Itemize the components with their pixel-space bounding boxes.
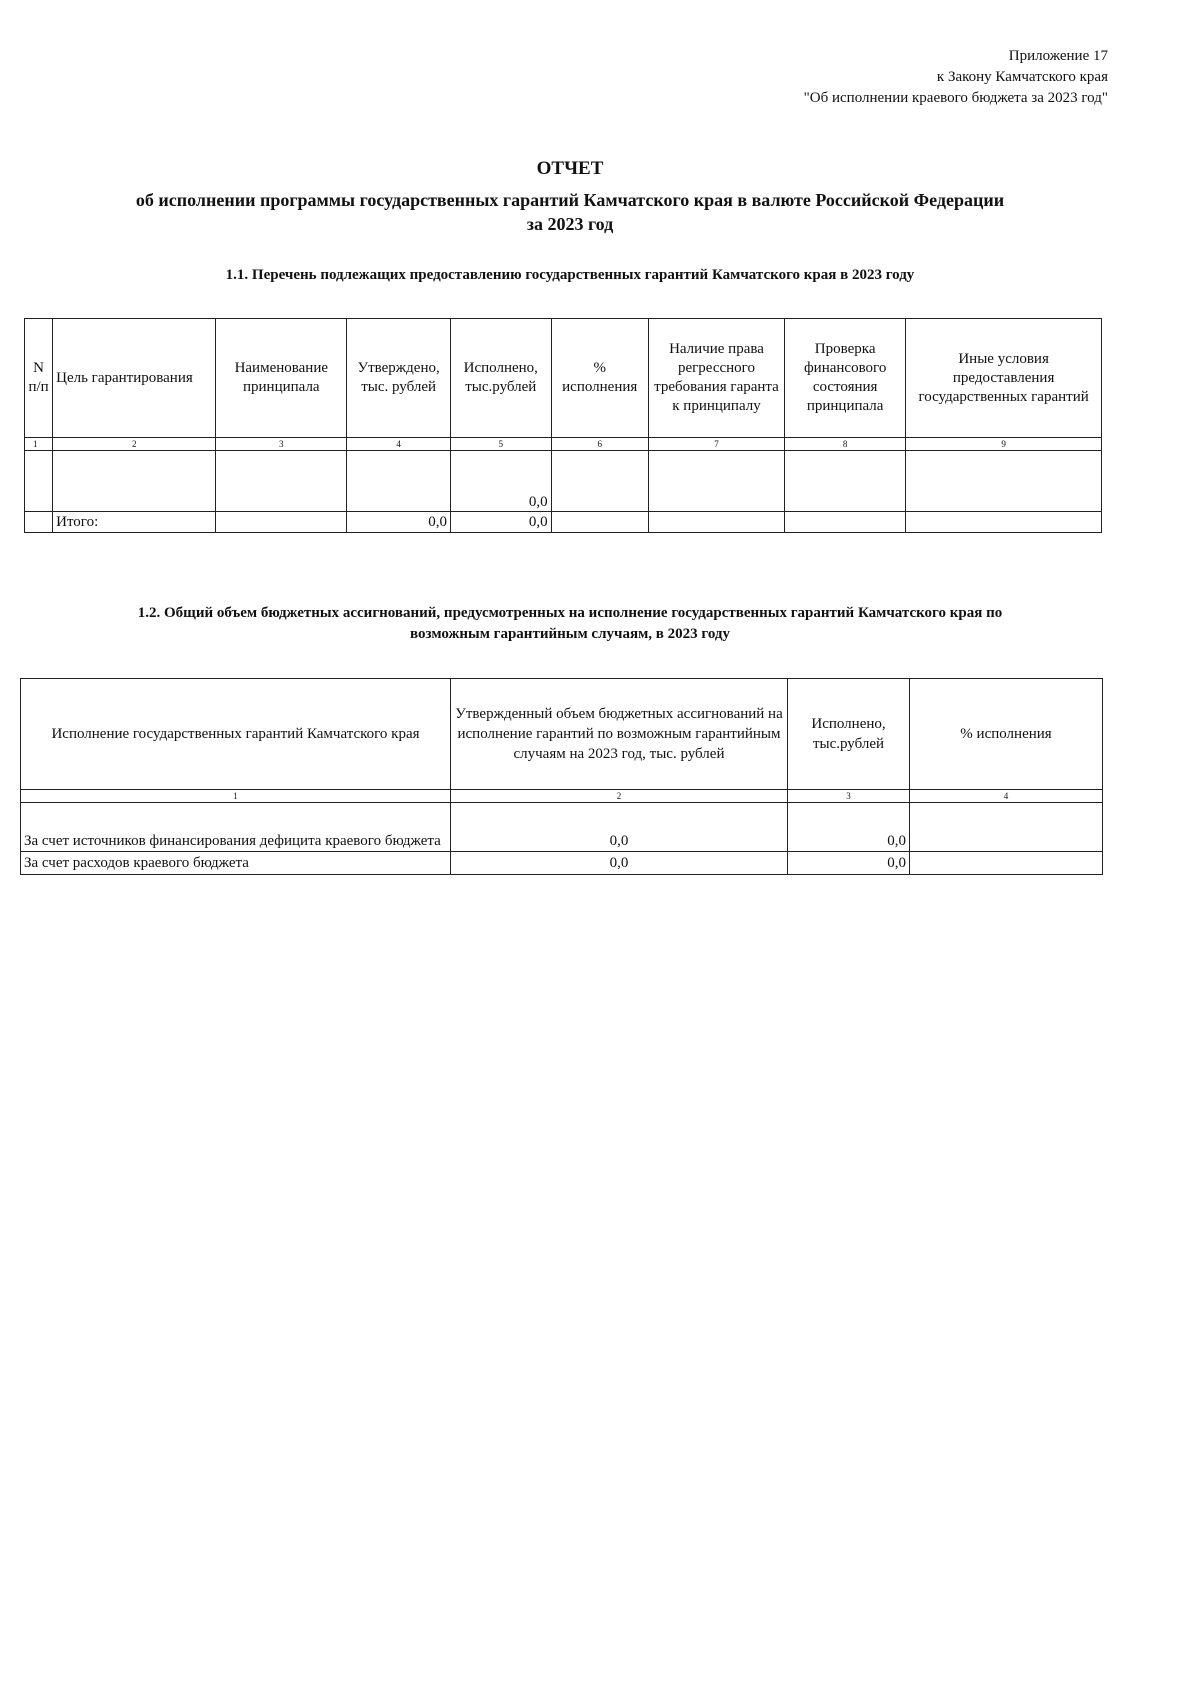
appendix-note (804, 46, 1108, 109)
report-title: ОТЧЕТ (536, 158, 604, 179)
total-row (25, 512, 1102, 533)
header-cell: Исполнено, тыс.рублей (451, 319, 552, 438)
column-number: 4 (910, 790, 1103, 803)
header-cell: Проверка финансового состояния принципала (785, 319, 906, 438)
header-cell: % исполнения (910, 679, 1103, 790)
column-number-row (21, 790, 1103, 803)
row-label: За счет источников финансирования дефицита краевого бюджета (21, 803, 451, 852)
total-approved: 0,0 (347, 512, 451, 533)
table-cell (551, 512, 648, 533)
column-number: 1 (25, 438, 53, 451)
header-cell: Цель гарантирования (53, 319, 216, 438)
guarantees-table (24, 318, 1102, 533)
header-cell: Исполнено, тыс.рублей (788, 679, 910, 790)
table-cell (25, 451, 53, 512)
table-cell: 0,0 (788, 852, 910, 875)
header-cell: Иные условия предоставления государственных гарантий (906, 319, 1102, 438)
table-cell (216, 451, 347, 512)
section-2-title (40, 603, 1100, 645)
column-number: 2 (451, 790, 788, 803)
column-number-row (25, 438, 1102, 451)
table-cell (53, 451, 216, 512)
table-cell: 0,0 (451, 803, 788, 852)
table-cell (910, 852, 1103, 875)
section-2-title-line-2: возможным гарантийным случаям, в 2023 году (410, 626, 730, 642)
table-row (21, 852, 1103, 875)
header-cell: Наименование принципала (216, 319, 347, 438)
appendix-line-2: к Закону Камчатского края (936, 69, 1108, 85)
header-cell: Исполнение государственных гарантий Камчатского края (21, 679, 451, 790)
table-cell (25, 512, 53, 533)
column-number: 2 (53, 438, 216, 451)
column-number: 3 (216, 438, 347, 451)
column-number: 8 (785, 438, 906, 451)
column-number: 1 (21, 790, 451, 803)
table-row (21, 803, 1103, 852)
table-cell: 0,0 (451, 451, 552, 512)
table-cell: 0,0 (788, 803, 910, 852)
table-cell: 0,0 (451, 852, 788, 875)
header-row (25, 319, 1102, 438)
column-number: 7 (648, 438, 784, 451)
header-row (21, 679, 1103, 790)
table-cell (785, 451, 906, 512)
header-cell: % исполнения (551, 319, 648, 438)
table-cell (785, 512, 906, 533)
column-number: 6 (551, 438, 648, 451)
header-cell: Утверждено, тыс. рублей (347, 319, 451, 438)
row-label: За счет расходов краевого бюджета (21, 852, 451, 875)
column-number: 4 (347, 438, 451, 451)
table-cell (648, 451, 784, 512)
table-row (25, 451, 1102, 512)
section-1-title: 1.1. Перечень подлежащих предоставлению государственных гарантий Камчатского края в 2023 году (225, 267, 915, 283)
table-cell (347, 451, 451, 512)
column-number: 5 (451, 438, 552, 451)
header-cell: N п/п (25, 319, 53, 438)
section-2-title-line-1: 1.2. Общий объем бюджетных ассигнований, предусмотренных на исполнение государственных гарантий Камчатского края по (137, 605, 1003, 621)
column-number: 3 (788, 790, 910, 803)
report-subtitle: об исполнении программы государственных гарантий Камчатского края в валюте Российской Федерации (135, 190, 1005, 210)
table-cell (551, 451, 648, 512)
total-executed: 0,0 (451, 512, 552, 533)
table-cell (648, 512, 784, 533)
header-cell: Утвержденный объем бюджетных ассигнований на исполнение гарантий по возможным гарантийным случаям на 2023 год, тыс. рублей (451, 679, 788, 790)
table-cell (910, 803, 1103, 852)
appendix-line-3: "Об исполнении краевого бюджета за 2023 год" (803, 90, 1108, 106)
column-number: 9 (906, 438, 1102, 451)
appropriations-table (20, 678, 1103, 875)
appendix-line-1: Приложение 17 (1008, 48, 1108, 64)
header-cell: Наличие права регрессного требования гаранта к принципалу (648, 319, 784, 438)
table-cell (906, 451, 1102, 512)
table-cell (216, 512, 347, 533)
table-cell (906, 512, 1102, 533)
report-period: за 2023 год (526, 214, 614, 234)
total-label: Итого: (53, 512, 216, 533)
